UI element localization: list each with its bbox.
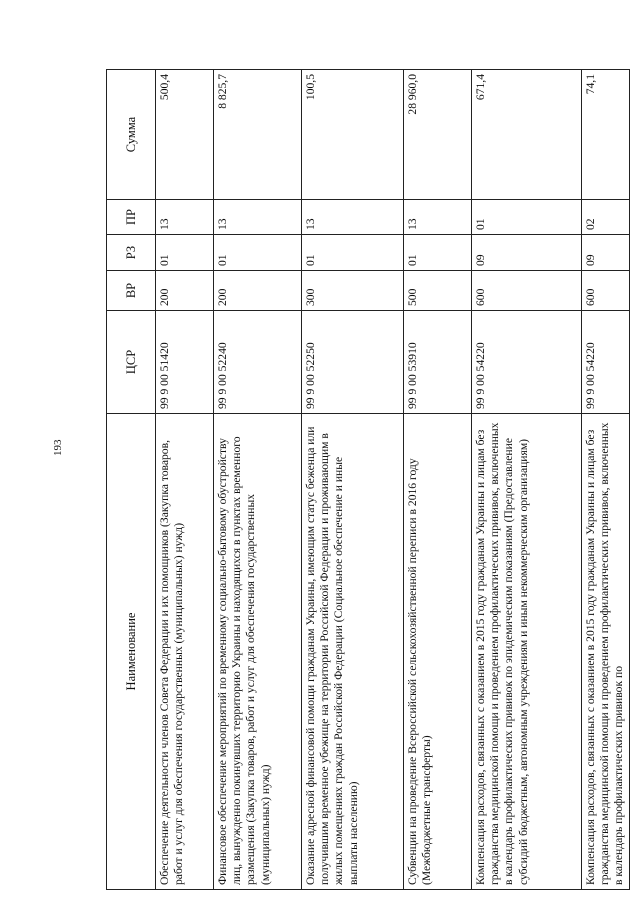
row-rz: 01: [404, 235, 472, 271]
row-name: Субвенции на проведение Всероссийской сельскохозяйственной переписи в 2016 году (Межбюджетные трансферты): [404, 414, 472, 890]
budget-table: [106, 69, 630, 890]
row-name: Компенсация расходов, связанных с оказанием в 2015 году гражданам Украины и лицам без гражданства медицинской помощи и проведением профилактических прививок, включенных в календарь профилактических прививок по эпидемическим показаниям (Предоставление субсидий бюджетным, автономным учреждениям и иным некоммерческим организациям): [472, 414, 582, 890]
header-csr: ЦСР: [107, 311, 156, 414]
row-rz: 01: [302, 235, 404, 271]
table-header-row: [107, 70, 156, 890]
row-pr: 13: [302, 200, 404, 235]
row-sum: 100,5: [302, 70, 404, 200]
row-pr: 01: [472, 200, 582, 235]
row-csr: 99 9 00 54220: [472, 311, 582, 414]
row-sum: 500,4: [156, 70, 214, 200]
row-vr: 300: [302, 271, 404, 311]
row-rz: 09: [472, 235, 582, 271]
row-csr: 99 9 00 52250: [302, 311, 404, 414]
table-row: [582, 70, 630, 890]
table-row: [404, 70, 472, 890]
row-vr: 200: [214, 271, 302, 311]
row-sum: 671,4: [472, 70, 582, 200]
row-name: Финансовое обеспечение мероприятий по временному социально-бытовому обустройству лиц, вынужденно покинувших территорию Украины и находящихся в пунктах временного размещения (Закупка товаров, работ и услуг для обеспечения государственных (муниципальных) нужд): [214, 414, 302, 890]
header-sum: Сумма: [107, 70, 156, 200]
row-pr: 02: [582, 200, 630, 235]
header-pr: ПР: [107, 200, 156, 235]
row-name: Обеспечение деятельности членов Совета Федерации и их помощников (Закупка товаров, работ и услуг для обеспечения государственных (муниципальных) нужд): [156, 414, 214, 890]
row-name: Оказание адресной финансовой помощи гражданам Украины, имеющим статус беженца или получившим временное убежище на территории Российской Федерации и проживающим в жилых помещениях граждан Российской Федерации (Социальное обеспечение и иные выплаты населению): [302, 414, 404, 890]
table-row: [214, 70, 302, 890]
rotated-budget-page: [106, 70, 626, 890]
row-sum: 28 960,0: [404, 70, 472, 200]
row-pr: 13: [404, 200, 472, 235]
row-csr: 99 9 00 52240: [214, 311, 302, 414]
row-vr: 500: [404, 271, 472, 311]
table-row: [302, 70, 404, 890]
row-rz: 09: [582, 235, 630, 271]
header-vr: ВР: [107, 271, 156, 311]
row-csr: 99 9 00 53910: [404, 311, 472, 414]
row-rz: 01: [156, 235, 214, 271]
row-vr: 200: [156, 271, 214, 311]
row-csr: 99 9 00 54220: [582, 311, 630, 414]
row-pr: 13: [156, 200, 214, 235]
row-pr: 13: [214, 200, 302, 235]
row-name: Компенсация расходов, связанных с оказанием в 2015 году гражданам Украины и лицам без гражданства медицинской помощи и проведением профилактических прививок, включенных в календарь профилактических прививок по: [582, 414, 630, 890]
row-vr: 600: [472, 271, 582, 311]
header-name: Наименование: [107, 414, 156, 890]
table-row: [156, 70, 214, 890]
header-rz: РЗ: [107, 235, 156, 271]
row-rz: 01: [214, 235, 302, 271]
row-csr: 99 9 00 51420: [156, 311, 214, 414]
row-sum: 8 825,7: [214, 70, 302, 200]
table-row: [472, 70, 582, 890]
row-sum: 74,1: [582, 70, 630, 200]
row-vr: 600: [582, 271, 630, 311]
page-number: 193: [52, 439, 64, 456]
